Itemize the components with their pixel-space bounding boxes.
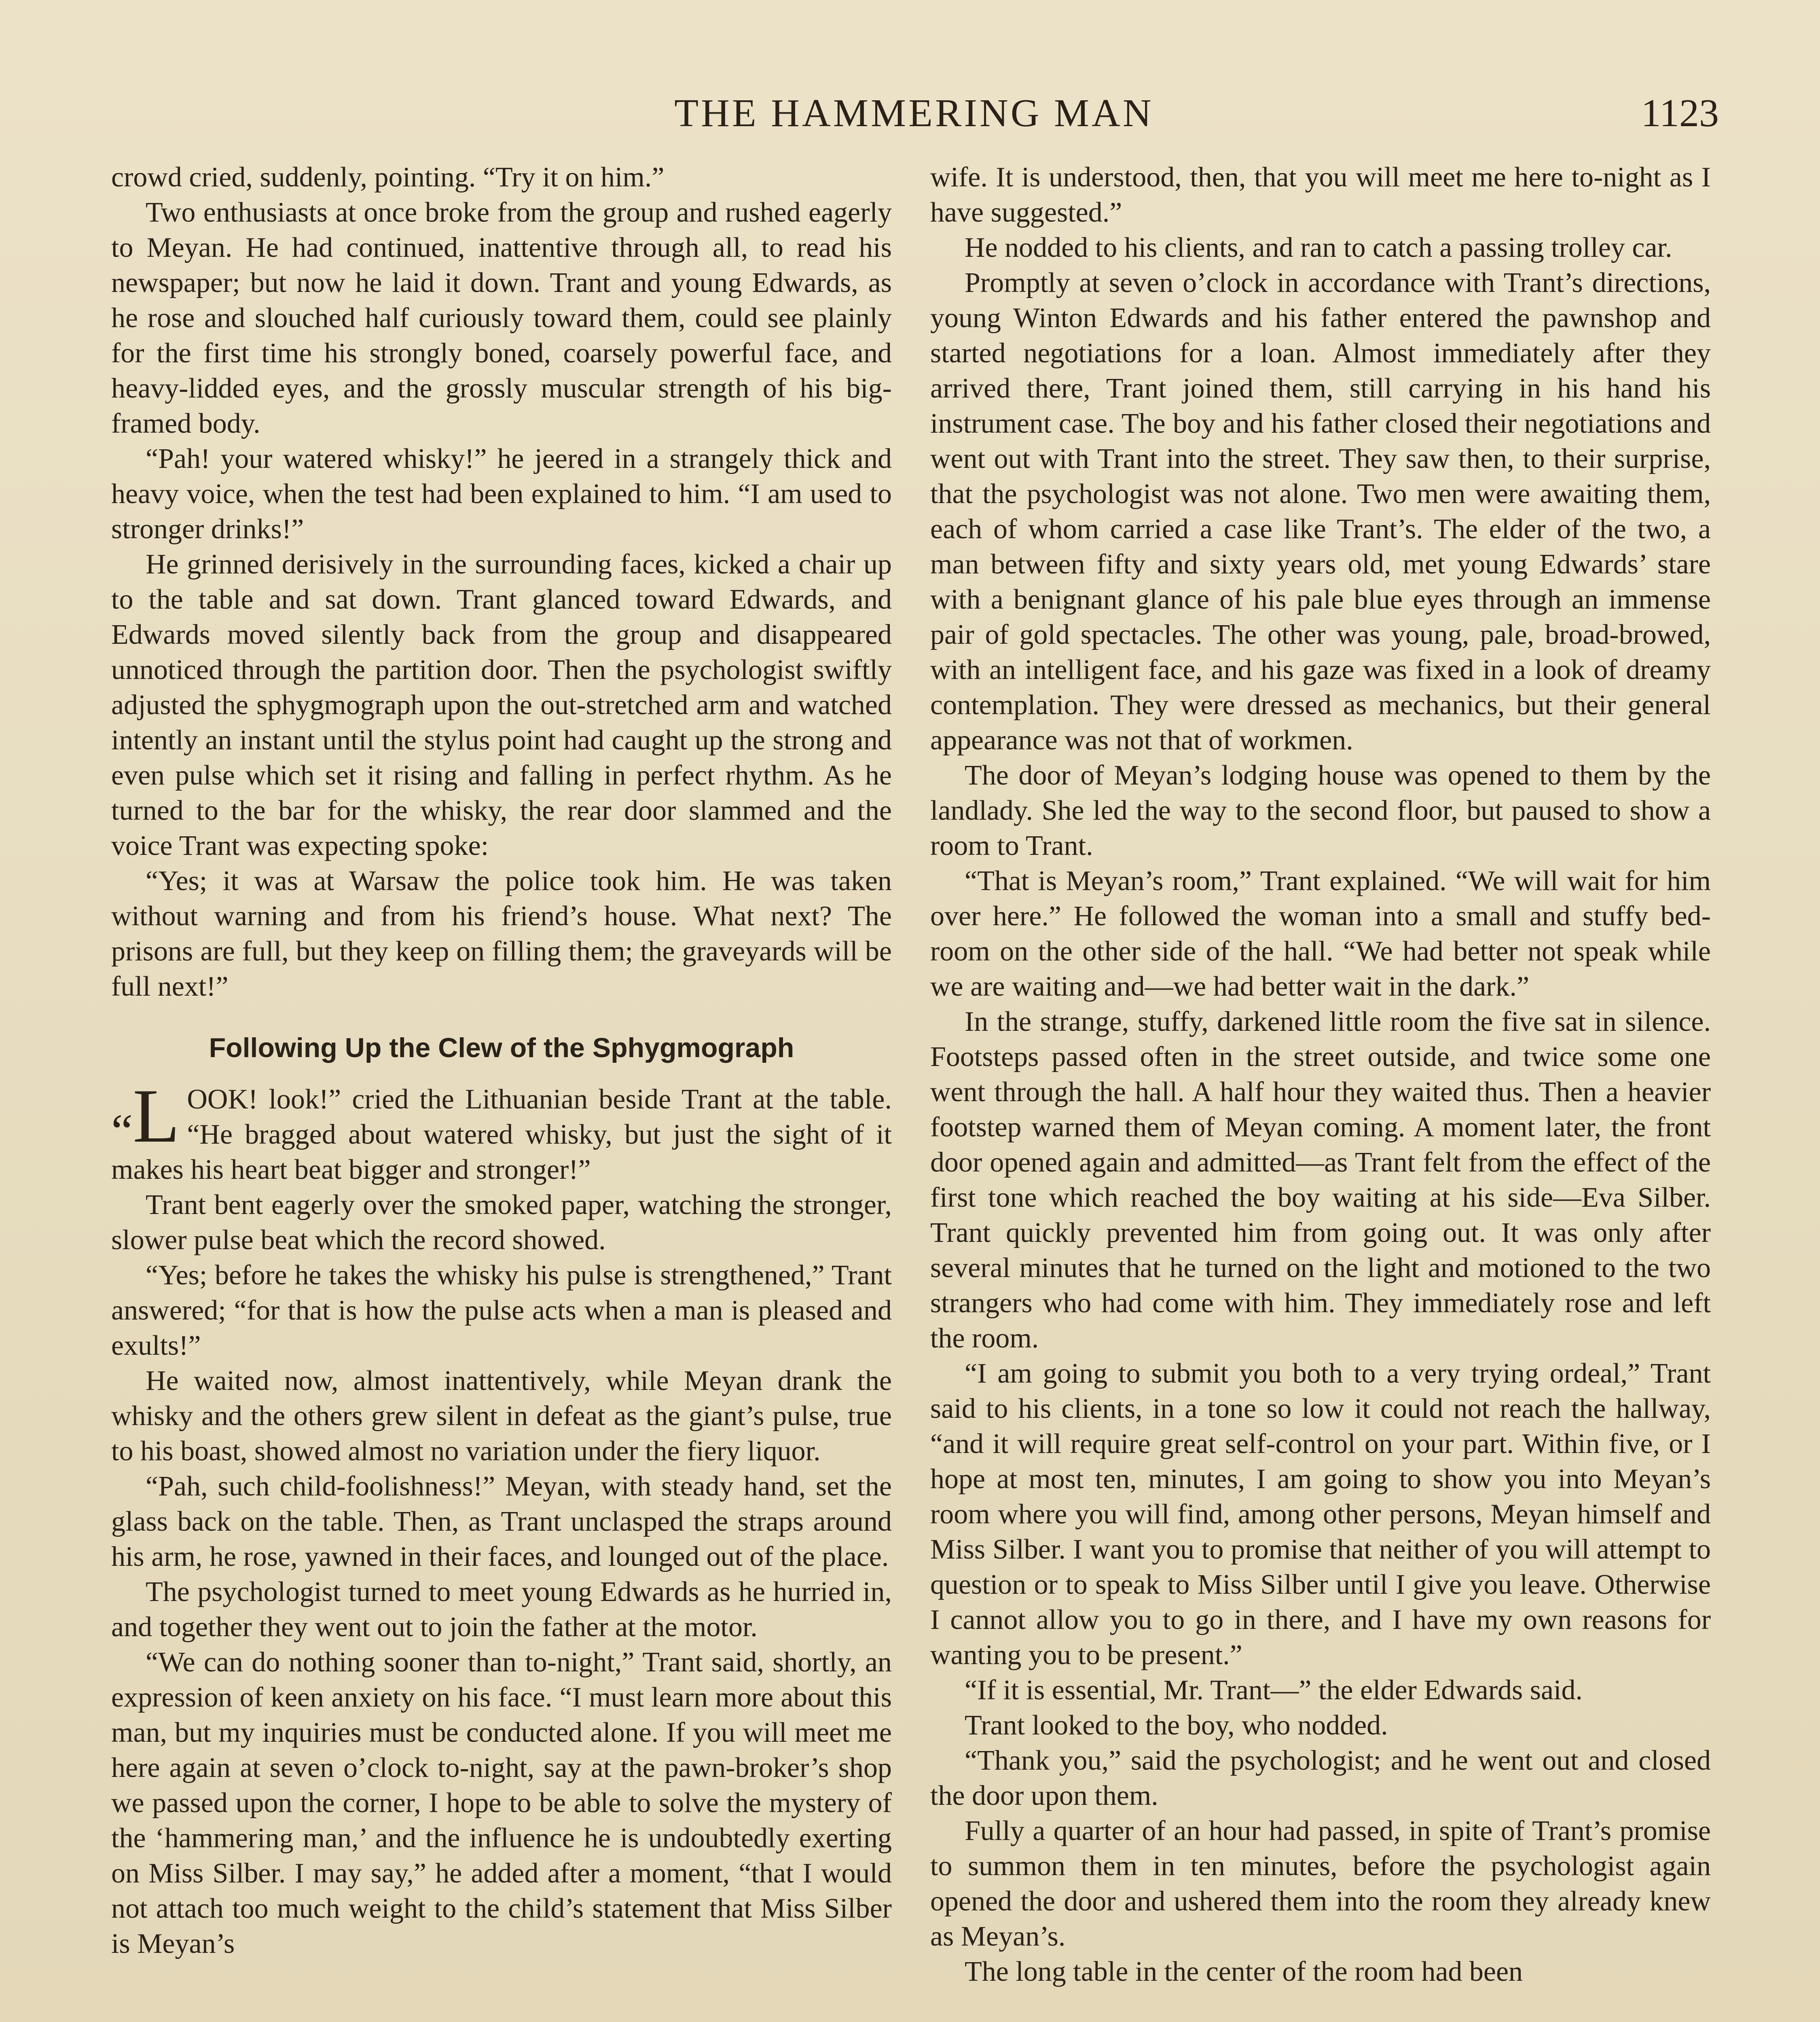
paragraph: “Pah! your watered whisky!” he jeered in a strangely thick and heavy voice, when the test had been explained to him. “I am used to stronger drinks!” — [111, 443, 892, 545]
paragraph: Two enthusiasts at once broke from the group and rushed eagerly to Meyan. He had continued, inattentive through all, to read his newspaper; but now he laid it down. Trant and young Edwards, as he rose and slouched half curiously toward them, could see plainly for the first time his strongly boned, coarsely powerful face, and heavy-lidded eyes, and the grossly muscular strength of his big-framed body. — [111, 197, 892, 439]
paragraph: He nodded to his clients, and ran to catch a passing trolley car. — [965, 232, 1672, 263]
paragraph: “Pah, such child-foolishness!” Meyan, with steady hand, set the glass back on the table. Then, as Trant unclasped the straps around his arm, he rose, yawned in their faces, and lounged out of the place. — [111, 1471, 892, 1572]
page-number: 1123 — [1641, 91, 1719, 135]
paragraph: He waited now, almost inattentively, while Meyan drank the whisky and the others grew silent in defeat as the giant’s pulse, true to his boast, showed almost no variation under the fiery liquor. — [111, 1365, 892, 1467]
drop-cap-letter: L — [133, 1074, 180, 1159]
paragraph: “Yes; before he takes the whisky his pulse is strengthened,” Trant answered; “for that is how the pulse acts when a man is pleased and exults!” — [111, 1260, 892, 1361]
paragraph: In the strange, stuffy, darkened little room the five sat in silence. Footsteps passed often in the street outside, and twice some one went through the hall. A half hour they waited thus. Then a heavier footstep warned them of Meyan coming. A moment later, the front door opened again and admitted—as Trant felt from the effect of the first tone which reached the boy waiting at his side—Eva Silber. Trant quickly prevented him from going out. It was only after several minutes that he turned on the light and motioned to the two strangers who had come with him. They immediately rose and left the room. — [930, 1006, 1711, 1354]
paragraph: The door of Meyan’s lodging house was opened to them by the landlady. She led the way to the second floor, but paused to show a room to Trant. — [930, 760, 1711, 861]
right-column — [930, 160, 1711, 1989]
paragraph: wife. It is understood, then, that you will meet me here to-night as I have suggested.” — [930, 162, 1711, 228]
paragraph: “I am going to submit you both to a very trying ordeal,” Trant said to his clients, in a tone so low it could not reach the hallway, “and it will require great self-control on your part. Within five, or I hope at most ten, minutes, I am going to show you into Meyan’s room where you will find, among other persons, Meyan himself and Miss Silber. I want you to promise that neither of you will attempt to question or to speak to Miss Silber until I give you leave. Otherwise I cannot allow you to go in there, and I have my own reasons for wanting you to be present.” — [930, 1358, 1711, 1671]
running-title: THE HAMMERING MAN — [674, 91, 1154, 135]
paragraph: “Thank you,” said the psychologist; and he went out and closed the door upon them. — [930, 1745, 1711, 1811]
drop-cap-paragraph-text: OOK! look!” cried the Lithuanian beside Trant at the table. “He bragged about watered whisky, but just the sight of it makes his heart beat bigger and stronger!” — [111, 1084, 892, 1185]
paragraph: Promptly at seven o’clock in accordance with Trant’s directions, young Winton Edwards and his father entered the pawnshop and started negotiations for a loan. Almost immediately after they arrived there, Trant joined them, still carrying in his hand his instrument case. The boy and his father closed their negotiations and went out with Trant into the street. They saw then, to their surprise, that the psychologist was not alone. Two men were awaiting them, each of whom carried a case like Trant’s. The elder of the two, a man between fifty and sixty years old, met young Edwards’ stare with a benignant glance of his pale blue eyes through an immense pair of gold spectacles. The other was young, pale, broad-browed, with an intelligent face, and his gaze was fixed in a look of dreamy contemplation. They were dressed as mechanics, but their general appearance was not that of workmen. — [930, 267, 1711, 756]
drop-cap-quote: “ — [111, 1104, 133, 1158]
section-subheading: Following Up the Clew of the Sphygmograph — [209, 1032, 794, 1063]
paragraph: “If it is essential, Mr. Trant—” the elder Edwards said. — [965, 1675, 1583, 1706]
page-header — [109, 81, 1719, 162]
paragraph: Trant bent eagerly over the smoked paper, watching the stronger, slower pulse beat which the record showed. — [111, 1189, 892, 1256]
paragraph: “Yes; it was at Warsaw the police took him. He was taken without warning and from his friend’s house. What next? The prisons are full, but they keep on filling them; the graveyards will be full next!” — [111, 865, 892, 1002]
paragraph: “We can do nothing sooner than to-night,” Trant said, shortly, an expression of keen anxiety on his face. “I must learn more about this man, but my inquiries must be conducted alone. If you will meet me here again at seven o’clock to-night, say at the pawn-broker’s shop we passed upon the corner, I hope to be able to solve the mystery of the ‘hammering man,’ and the influence he is undoubtedly exerting on Miss Silber. I may say,” he added after a moment, “that I would not attach too much weight to the child’s statement that Miss Silber is Meyan’s — [111, 1647, 892, 1959]
left-column — [111, 160, 892, 1961]
paragraph: The psychologist turned to meet young Edwards as he hurried in, and together they went out to join the father at the motor. — [111, 1576, 892, 1643]
paragraph: “That is Meyan’s room,” Trant explained. “We will wait for him over here.” He followed the woman into a small and stuffy bed-room on the other side of the hall. “We had better not speak while we are waiting and—we had better wait in the dark.” — [930, 865, 1711, 1002]
paragraph: The long table in the center of the room had been — [965, 1956, 1523, 1987]
paragraph: Trant looked to the boy, who nodded. — [965, 1710, 1388, 1741]
paragraph: crowd cried, suddenly, pointing. “Try it on him.” — [111, 162, 665, 193]
paragraph-with-drop-cap — [111, 1074, 892, 1187]
paragraph: He grinned derisively in the surrounding faces, kicked a chair up to the table and sat down. Trant glanced toward Edwards, and Edwards moved silently back from the group and disappeared unnoticed through the partition door. Then the psychologist swiftly adjusted the sphygmograph upon the out-stretched arm and watched intently an instant until the stylus point had caught up the strong and even pulse which set it rising and falling in perfect rhythm. As he turned to the bar for the whisky, the rear door slammed and the voice Trant was expecting spoke: — [111, 549, 892, 861]
drop-cap — [111, 1074, 180, 1159]
paragraph: Fully a quarter of an hour had passed, in spite of Trant’s promise to summon them in ten minutes, before the psychologist again opened the door and ushered them into the room they already knew as Meyan’s. — [930, 1815, 1711, 1952]
